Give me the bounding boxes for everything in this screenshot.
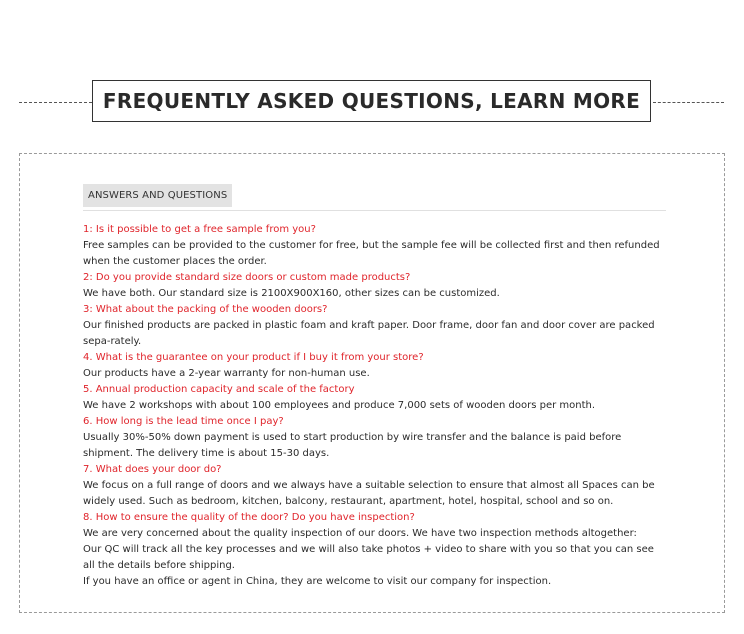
faq-answer-8c: If you have an office or agent in China, they are welcome to visit our company for inspection. [83, 576, 552, 587]
faq-answer-4: Our products have a 2-year warranty for non-human use. [83, 368, 370, 379]
section-divider [83, 210, 666, 211]
faq-question-7: 7. What does your door do? [83, 464, 222, 475]
faq-question-1: 1: Is it possible to get a free sample from you? [83, 224, 316, 235]
faq-answer-6: Usually 30%-50% down payment is used to start production by wire transfer and the balance is paid before shipment. The delivery time is about 15-30 days. [83, 432, 622, 459]
faq-answer-7: We focus on a full range of doors and we always have a suitable selection to ensure that almost all Spaces can be widely used. Such as bedroom, kitchen, balcony, restaurant, apartment, hotel, hospital, school and so on. [83, 480, 655, 507]
faq-question-3: 3: What about the packing of the wooden doors? [83, 304, 328, 315]
faq-list [83, 222, 667, 590]
page-title: FREQUENTLY ASKED QUESTIONS, LEARN MORE [102, 89, 641, 113]
faq-answer-1: Free samples can be provided to the customer for free, but the sample fee will be collected first and then refunded when the customer places the order. [83, 240, 660, 267]
faq-answer-3: Our finished products are packed in plastic foam and kraft paper. Door frame, door fan and door cover are packed sepa-rately. [83, 320, 655, 347]
faq-answer-5: We have 2 workshops with about 100 employees and produce 7,000 sets of wooden doors per month. [83, 400, 596, 411]
header-divider-right [653, 102, 724, 103]
faq-question-6: 6. How long is the lead time once I pay? [83, 416, 284, 427]
header-divider-left [19, 102, 92, 103]
faq-answer-8b: Our QC will track all the key processes and we will also take photos + video to share with you so that you can see all the details before shipping. [83, 544, 654, 571]
faq-question-4: 4. What is the guarantee on your product if I buy it from your store? [83, 352, 424, 363]
faq-question-2: 2: Do you provide standard size doors or custom made products? [83, 272, 411, 283]
faq-answer-8a: We are very concerned about the quality inspection of our doors. We have two inspection methods altogether: [83, 528, 637, 539]
faq-question-8: 8. How to ensure the quality of the door? Do you have inspection? [83, 512, 415, 523]
section-tab: ANSWERS AND QUESTIONS [83, 184, 232, 207]
header-title-box [92, 80, 651, 122]
faq-answer-2: We have both. Our standard size is 2100X900X160, other sizes can be customized. [83, 288, 500, 299]
faq-question-5: 5. Annual production capacity and scale of the factory [83, 384, 355, 395]
